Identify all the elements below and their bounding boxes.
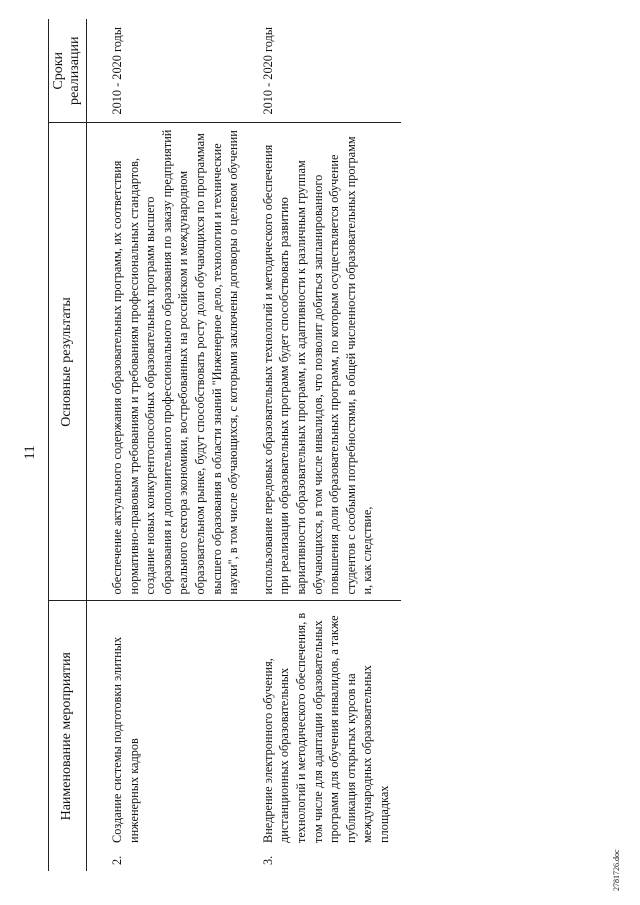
deadline-cell: 2010 - 2020 годы [250,19,401,123]
event-number: 2. [110,855,124,865]
event-cell [250,601,401,871]
event-text: Внедрение электронного обучения, дистанционных образовательных технологий и методического обеспечения, в том числе для адаптации образовательных программ для обучения инвалидов, а также публикация открытых курсов на международных образовательных площадках [260,612,391,843]
deadline-cell: 2010 - 2020 годы [87,19,250,123]
header-results: Основные результаты [49,123,87,601]
page-number: 11 [22,445,38,460]
results-cell: обеспечение актуального содержания образовательных программ, их соответствия нормативно-правовым требованиям и требованиям профессиональных стандартов, создание новых конкурентоспособных образовательных программ высшего образования и дополнительного профессионального образования по заказу предприятий реального сектора экономики, востребованных на российском и международном образовательном рынке, будут способствовать росту доли обучающихся по программам высшего образования в области знаний "Инженерное дело, технологии и технические науки", в том числе обучающихся, с которыми заключены договоры о целевом обучении [87,123,250,601]
event-number: 3. [260,855,275,865]
results-cell: использование передовых образовательных технологий и методического обеспечения при реализации образовательных программ будет способствовать развитию вариативности образовательных программ, их адаптивности к различным группам обучающихся, в том числе инвалидов, что позволит добиться запланированного повышения доли образовательных программ, по которым осуществляется обучение студентов с особыми потребностями, в общей численности образовательных программ и, как следствие, [250,123,401,601]
table-row [250,19,401,871]
header-deadline: Сроки реализации [49,19,87,123]
header-event: Наименование мероприятия [49,601,87,871]
table-header-row [49,19,87,871]
document-code: 2781726.doc [612,849,621,891]
plan-table [48,19,401,871]
event-cell [87,601,250,871]
table-row [87,19,250,871]
event-text: Создание системы подготовки элитных инженерных кадров [110,636,141,843]
